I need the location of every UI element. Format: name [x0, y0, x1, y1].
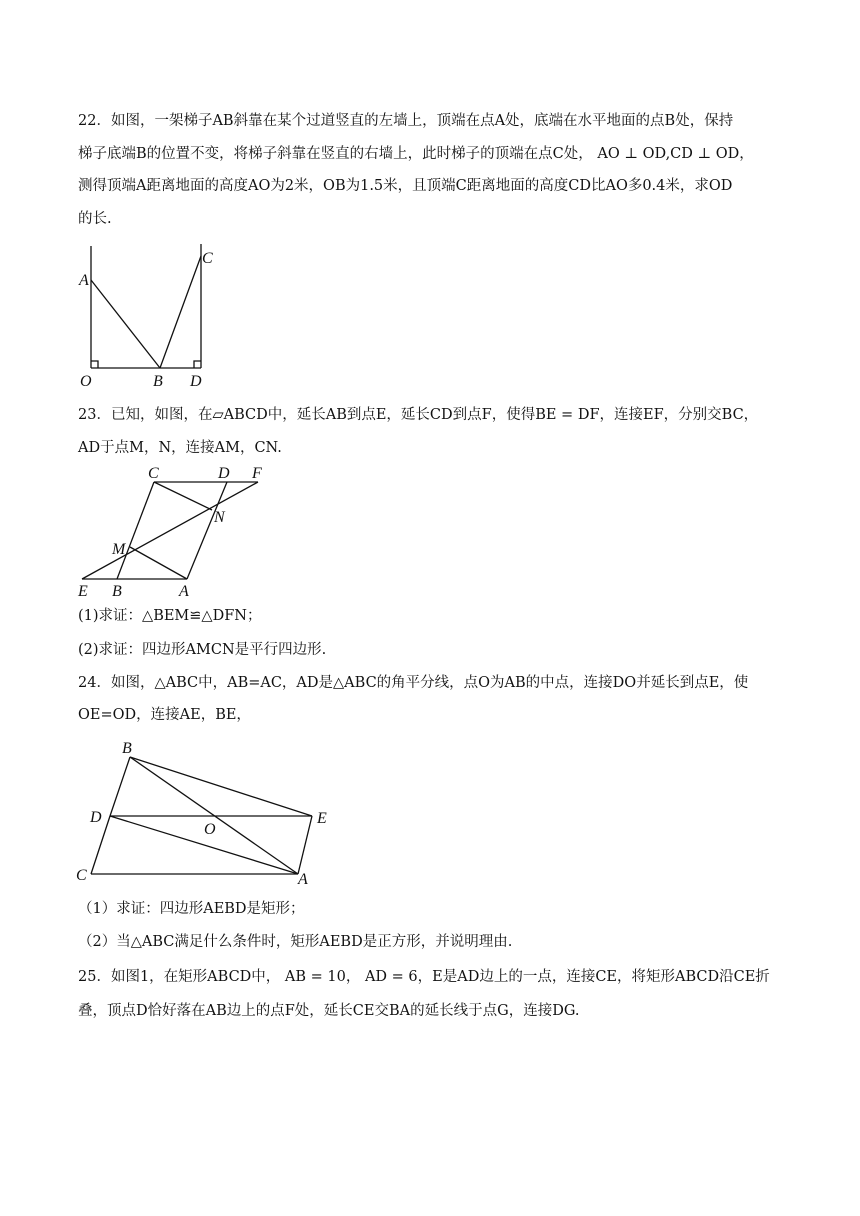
- side-be: [130, 757, 312, 816]
- side-da: [187, 482, 227, 579]
- q24-part-1: （1）求证：四边形AEBD是矩形；: [78, 901, 305, 917]
- label-a: A: [179, 583, 189, 600]
- line-ef: [82, 482, 258, 579]
- label-b: B: [153, 373, 163, 390]
- q22-line-2: 梯子底端B的位置不变，将梯子斜靠在竖直的右墙上，此时梯子的顶端在点C处， AO ⊥ OD,CD ⊥ OD，: [78, 146, 754, 162]
- q22-line-1: 22．如图，一架梯子AB斜靠在某个过道竖直的左墙上，顶端在点A处，底端在水平地面的点B处，保持: [78, 113, 734, 129]
- parallelogram-diagram: [72, 462, 272, 602]
- q22-figure: [70, 240, 230, 390]
- ladder-bc: [160, 256, 201, 368]
- label-e: E: [317, 810, 327, 827]
- q23-part-2: (2)求证：四边形AMCN是平行四边形.: [78, 642, 327, 658]
- q24-figure: [72, 735, 342, 890]
- right-angle-o: [91, 361, 98, 368]
- label-a: A: [298, 871, 308, 888]
- q24-line-2: OE=OD，连接AE，BE，: [78, 707, 251, 723]
- label-a: A: [79, 272, 89, 289]
- line-cn: [154, 482, 212, 510]
- q23-figure: [72, 462, 272, 602]
- label-b: B: [112, 583, 122, 600]
- side-ea: [298, 816, 312, 874]
- label-d: D: [218, 465, 230, 482]
- side-cb: [117, 482, 154, 579]
- label-c: C: [202, 250, 213, 267]
- label-c: C: [76, 867, 87, 884]
- label-m: M: [112, 541, 126, 558]
- q24-part-2: （2）当△ABC满足什么条件时，矩形AEBD是正方形，并说明理由.: [78, 934, 513, 950]
- right-angle-d: [194, 361, 201, 368]
- side-bd: [110, 757, 130, 816]
- ladder-diagram: [70, 240, 230, 390]
- q24-line-1: 24．如图，△ABC中，AB=AC，AD是△ABC的角平分线，点O为AB的中点，连接DO并延长到点E，使: [78, 675, 749, 691]
- q22-line-4: 的长.: [78, 211, 112, 227]
- q25-line-1: 25．如图1，在矩形ABCD中， AB = 10， AD = 6，E是AD边上的一点，连接CE，将矩形ABCD沿CE折: [78, 969, 770, 985]
- rectangle-diagram: [72, 735, 342, 890]
- label-n: N: [214, 509, 225, 526]
- label-o: O: [80, 373, 92, 390]
- line-am: [130, 547, 187, 579]
- label-d: D: [190, 373, 202, 390]
- label-d: D: [90, 809, 102, 826]
- label-b: B: [122, 740, 132, 757]
- q23-part-1: (1)求证：△BEM≌△DFN；: [78, 608, 262, 624]
- ladder-ab: [91, 280, 160, 368]
- label-c: C: [148, 465, 159, 482]
- q25-line-2: 叠，顶点D恰好落在AB边上的点F处，延长CE交BA的延长线于点G，连接DG.: [78, 1003, 580, 1019]
- q23-line-1: 23．已知，如图，在▱ABCD中，延长AB到点E，延长CD到点F，使得BE = DF，连接EF，分别交BC，: [78, 407, 759, 423]
- label-e: E: [78, 583, 88, 600]
- q22-line-3: 测得顶端A距离地面的高度AO为2米，OB为1.5米，且顶端C距离地面的高度CD比AO多0.4米，求OD: [78, 178, 733, 194]
- label-o: O: [204, 821, 216, 838]
- label-f: F: [252, 465, 262, 482]
- q23-line-2: AD于点M，N，连接AM，CN.: [78, 440, 282, 456]
